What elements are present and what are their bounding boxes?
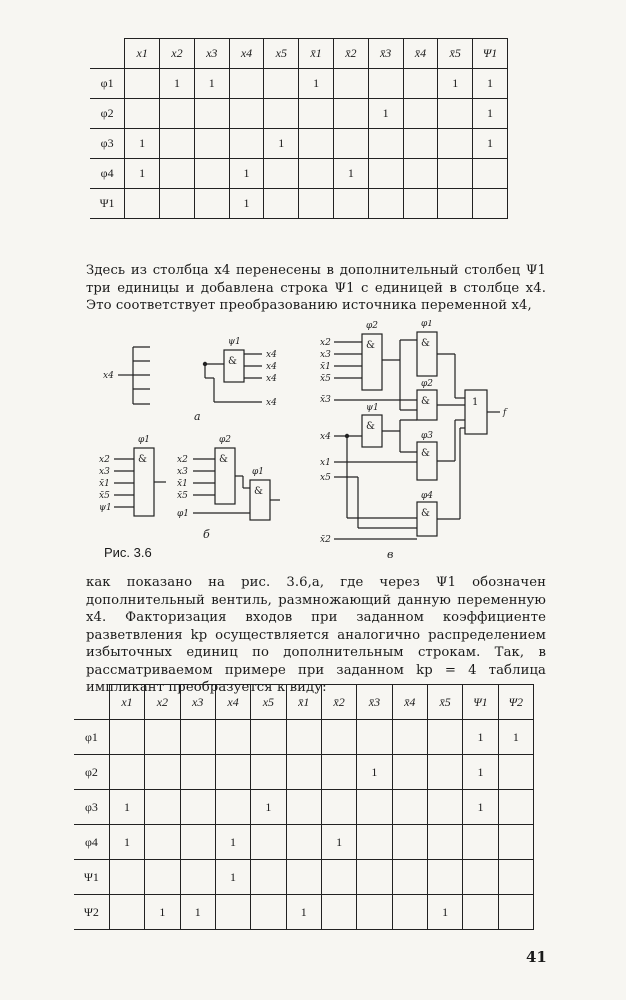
fig-b <box>99 435 280 541</box>
table-row <box>90 189 508 219</box>
svg-text:x̄2: x̄2 <box>320 535 331 545</box>
table-cell <box>251 720 286 755</box>
table-cell <box>368 159 403 189</box>
table-cell <box>286 720 321 755</box>
table-cell: 1 <box>251 790 286 825</box>
table-cell <box>392 720 427 755</box>
or-gate-label: 1 <box>472 397 479 408</box>
header-corner <box>90 39 125 69</box>
table-cell <box>368 69 403 99</box>
svg-text:ψ1: ψ1 <box>99 503 112 513</box>
svg-text:&: & <box>421 448 430 459</box>
table-cell <box>321 755 356 790</box>
table-cell <box>145 720 180 755</box>
out-x4-a2: x4 <box>266 362 277 372</box>
svg-text:&: & <box>421 338 430 349</box>
svg-text:&: & <box>138 454 147 465</box>
fig-label-x4: x4 <box>103 371 114 381</box>
table-cell <box>463 860 498 895</box>
table-cell <box>180 860 215 895</box>
table-cell <box>180 720 215 755</box>
column-header: x1 <box>125 39 160 69</box>
table-cell: 1 <box>215 825 250 860</box>
table-cell <box>145 825 180 860</box>
table-cell <box>392 825 427 860</box>
row-header: φ1 <box>90 69 125 99</box>
table-cell <box>160 129 195 159</box>
table-row <box>74 825 534 860</box>
svg-text:&: & <box>219 454 228 465</box>
column-header: x̄4 <box>392 685 427 720</box>
table-cell <box>392 895 427 930</box>
table-cell <box>264 189 299 219</box>
table-cell: 1 <box>299 69 334 99</box>
and-gate-label: & <box>228 356 237 367</box>
table-cell <box>194 99 229 129</box>
table-row <box>74 895 534 930</box>
svg-text:x̄5: x̄5 <box>320 374 331 384</box>
table-cell <box>109 895 144 930</box>
table-cell <box>160 159 195 189</box>
table-cell <box>392 860 427 895</box>
table-cell <box>438 129 473 159</box>
svg-text:φ2: φ2 <box>421 379 434 389</box>
svg-text:φ4: φ4 <box>421 491 434 501</box>
table-cell <box>427 755 462 790</box>
svg-text:x̄1: x̄1 <box>320 362 331 372</box>
table-cell <box>215 790 250 825</box>
table-cell <box>264 159 299 189</box>
implicant-table-1 <box>90 38 508 219</box>
table-cell <box>438 159 473 189</box>
table-cell <box>264 99 299 129</box>
svg-text:x3: x3 <box>177 467 188 477</box>
table-cell <box>264 69 299 99</box>
table-cell <box>392 755 427 790</box>
table-cell <box>299 129 334 159</box>
logic-diagram-figure <box>0 320 626 570</box>
table-cell <box>403 159 438 189</box>
table-cell <box>229 129 264 159</box>
svg-text:x̄5: x̄5 <box>177 491 188 501</box>
page-number: 41 <box>526 948 547 966</box>
column-header: x5 <box>264 39 299 69</box>
table-cell: 1 <box>473 99 508 129</box>
table-cell <box>145 860 180 895</box>
header-corner <box>74 685 109 720</box>
svg-text:φ1: φ1 <box>177 509 190 519</box>
column-header: x3 <box>194 39 229 69</box>
row-header: Ψ1 <box>74 860 109 895</box>
svg-text:φ2: φ2 <box>219 435 232 445</box>
table-cell <box>403 69 438 99</box>
svg-text:&: & <box>366 340 375 351</box>
table-cell <box>463 825 498 860</box>
column-header: x̄3 <box>368 39 403 69</box>
column-header: x2 <box>160 39 195 69</box>
column-header: x̄5 <box>438 39 473 69</box>
column-header: x̄4 <box>403 39 438 69</box>
column-header: x4 <box>229 39 264 69</box>
table-cell <box>357 720 392 755</box>
table-cell: 1 <box>286 895 321 930</box>
table-cell <box>498 860 533 895</box>
column-header: x1 <box>109 685 144 720</box>
table-cell: 1 <box>194 69 229 99</box>
table-cell <box>251 755 286 790</box>
table-cell <box>427 720 462 755</box>
row-header: Ψ1 <box>90 189 125 219</box>
table-cell: 1 <box>125 159 160 189</box>
table-cell: 1 <box>498 720 533 755</box>
table-cell <box>403 189 438 219</box>
figure-caption: Рис. 3.6 <box>104 545 152 560</box>
table-cell <box>125 99 160 129</box>
table-cell <box>357 790 392 825</box>
table-row <box>90 129 508 159</box>
table-cell: 1 <box>463 755 498 790</box>
table-cell <box>498 825 533 860</box>
svg-text:φ3: φ3 <box>421 431 434 441</box>
table-cell <box>215 755 250 790</box>
row-header: φ2 <box>90 99 125 129</box>
svg-text:x̄3: x̄3 <box>320 395 331 405</box>
table-cell <box>368 129 403 159</box>
table-cell <box>215 895 250 930</box>
table-cell <box>109 860 144 895</box>
column-header: Ψ2 <box>498 685 533 720</box>
column-header: x̄1 <box>299 39 334 69</box>
table-cell <box>438 99 473 129</box>
table-cell <box>473 159 508 189</box>
svg-text:x̄1: x̄1 <box>99 479 110 489</box>
table-cell: 1 <box>333 159 368 189</box>
table-cell <box>180 790 215 825</box>
svg-text:x̄5: x̄5 <box>99 491 110 501</box>
table-cell <box>498 895 533 930</box>
svg-text:x5: x5 <box>320 473 331 483</box>
table-cell: 1 <box>264 129 299 159</box>
table-cell <box>357 825 392 860</box>
table-cell <box>299 99 334 129</box>
table-cell <box>333 69 368 99</box>
subfig-v-label: в <box>387 548 394 561</box>
table-cell <box>194 129 229 159</box>
table-cell <box>321 895 356 930</box>
table-cell <box>286 825 321 860</box>
table-cell <box>160 189 195 219</box>
column-header: x5 <box>251 685 286 720</box>
table-cell <box>194 159 229 189</box>
paragraph-1: Здесь из столбца x4 перенесены в дополнительный столбец Ψ1 три единицы и добавлена строка Ψ1 с единицей в столбце x4. Это соответствует преобразованию источника переменной x4, <box>86 263 546 313</box>
table-cell <box>251 825 286 860</box>
table-cell <box>333 99 368 129</box>
table-cell <box>215 720 250 755</box>
table-row <box>90 159 508 189</box>
table-cell <box>321 790 356 825</box>
svg-text:φ1: φ1 <box>421 320 434 329</box>
row-header: φ4 <box>90 159 125 189</box>
table-cell: 1 <box>160 69 195 99</box>
fig-v <box>320 320 508 561</box>
table-cell <box>286 860 321 895</box>
table-cell <box>403 129 438 159</box>
svg-text:x2: x2 <box>320 338 331 348</box>
table-cell <box>463 895 498 930</box>
table-cell <box>125 189 160 219</box>
table-cell <box>160 99 195 129</box>
table-cell: 1 <box>473 129 508 159</box>
svg-text:φ1: φ1 <box>252 467 265 477</box>
column-header: x̄1 <box>286 685 321 720</box>
column-header: x2 <box>145 685 180 720</box>
table-cell <box>299 159 334 189</box>
out-x4-a3: x4 <box>266 374 277 384</box>
table-row <box>74 720 534 755</box>
column-header: x̄2 <box>333 39 368 69</box>
table-cell <box>180 825 215 860</box>
svg-text:φ2: φ2 <box>366 321 379 331</box>
row-header: φ1 <box>74 720 109 755</box>
table-cell: 1 <box>473 69 508 99</box>
fig-a-fanout <box>103 337 277 423</box>
table-cell <box>368 189 403 219</box>
table-cell: 1 <box>368 99 403 129</box>
column-header: x4 <box>215 685 250 720</box>
svg-text:x1: x1 <box>320 458 331 468</box>
table-cell: 1 <box>125 129 160 159</box>
table-row <box>90 69 508 99</box>
svg-text:f: f <box>503 408 507 418</box>
table-cell: 1 <box>180 895 215 930</box>
svg-text:x4: x4 <box>320 432 331 442</box>
table-cell <box>286 755 321 790</box>
table-cell: 1 <box>215 860 250 895</box>
table-cell <box>251 895 286 930</box>
row-header: φ3 <box>74 790 109 825</box>
subfig-a-label: а <box>194 410 201 423</box>
table-cell: 1 <box>109 825 144 860</box>
table-cell <box>251 860 286 895</box>
subfig-b-label: б <box>203 528 210 541</box>
table-cell: 1 <box>463 720 498 755</box>
row-header: Ψ2 <box>74 895 109 930</box>
table-cell: 1 <box>145 895 180 930</box>
svg-text:x̄1: x̄1 <box>177 479 188 489</box>
table-cell <box>109 755 144 790</box>
column-header: x̄2 <box>321 685 356 720</box>
table-cell: 1 <box>321 825 356 860</box>
table-cell: 1 <box>229 189 264 219</box>
column-header: Ψ1 <box>463 685 498 720</box>
table-cell <box>427 790 462 825</box>
table-cell <box>333 129 368 159</box>
table-cell <box>427 825 462 860</box>
svg-text:φ1: φ1 <box>138 435 151 445</box>
table-cell <box>321 860 356 895</box>
svg-text:x3: x3 <box>99 467 110 477</box>
svg-text:&: & <box>366 421 375 432</box>
table-row <box>74 860 534 895</box>
column-header: x3 <box>180 685 215 720</box>
table-cell: 1 <box>229 159 264 189</box>
table-cell <box>194 189 229 219</box>
row-header: φ4 <box>74 825 109 860</box>
table-cell: 1 <box>438 69 473 99</box>
table-cell <box>321 720 356 755</box>
table-cell: 1 <box>463 790 498 825</box>
table-cell: 1 <box>357 755 392 790</box>
fig-label-psi1: ψ1 <box>228 337 241 347</box>
table-row <box>74 755 534 790</box>
row-header: φ2 <box>74 755 109 790</box>
table-cell <box>427 860 462 895</box>
table-cell <box>473 189 508 219</box>
table-cell <box>498 755 533 790</box>
table-cell <box>125 69 160 99</box>
table-cell <box>403 99 438 129</box>
svg-text:x3: x3 <box>320 350 331 360</box>
table-cell <box>333 189 368 219</box>
svg-text:x2: x2 <box>177 455 188 465</box>
table-row <box>90 99 508 129</box>
table-cell <box>357 860 392 895</box>
out-x4-a4: x4 <box>266 398 277 408</box>
table-cell <box>145 790 180 825</box>
svg-text:x2: x2 <box>99 455 110 465</box>
svg-text:&: & <box>421 396 430 407</box>
table-cell <box>180 755 215 790</box>
table-cell <box>498 790 533 825</box>
out-x4-a1: x4 <box>266 350 277 360</box>
table-cell <box>438 189 473 219</box>
implicant-table-2 <box>74 684 534 930</box>
table-cell <box>299 189 334 219</box>
row-header: φ3 <box>90 129 125 159</box>
column-header: x̄3 <box>357 685 392 720</box>
column-header: x̄5 <box>427 685 462 720</box>
table-cell <box>286 790 321 825</box>
table-cell <box>145 755 180 790</box>
table-cell: 1 <box>427 895 462 930</box>
table-cell <box>392 790 427 825</box>
column-header: Ψ1 <box>473 39 508 69</box>
table-cell: 1 <box>109 790 144 825</box>
table-cell <box>229 99 264 129</box>
table-row <box>74 790 534 825</box>
svg-text:&: & <box>254 486 263 497</box>
svg-text:ψ1: ψ1 <box>366 403 379 413</box>
table-cell <box>229 69 264 99</box>
svg-text:&: & <box>421 508 430 519</box>
table-cell <box>357 895 392 930</box>
paragraph-2: как показано на рис. 3.6,а, где через Ψ1 обозначен дополнительный вентиль, размножающий данную переменную x4. Факторизация входов при заданном коэффициенте разветвления kр осуществляется аналогично распределением избыточных единиц по дополнительным строкам. Так, в рассматриваемом примере при заданном kр = 4 таблица импликант преобразуется к виду: <box>86 575 546 695</box>
table-cell <box>109 720 144 755</box>
